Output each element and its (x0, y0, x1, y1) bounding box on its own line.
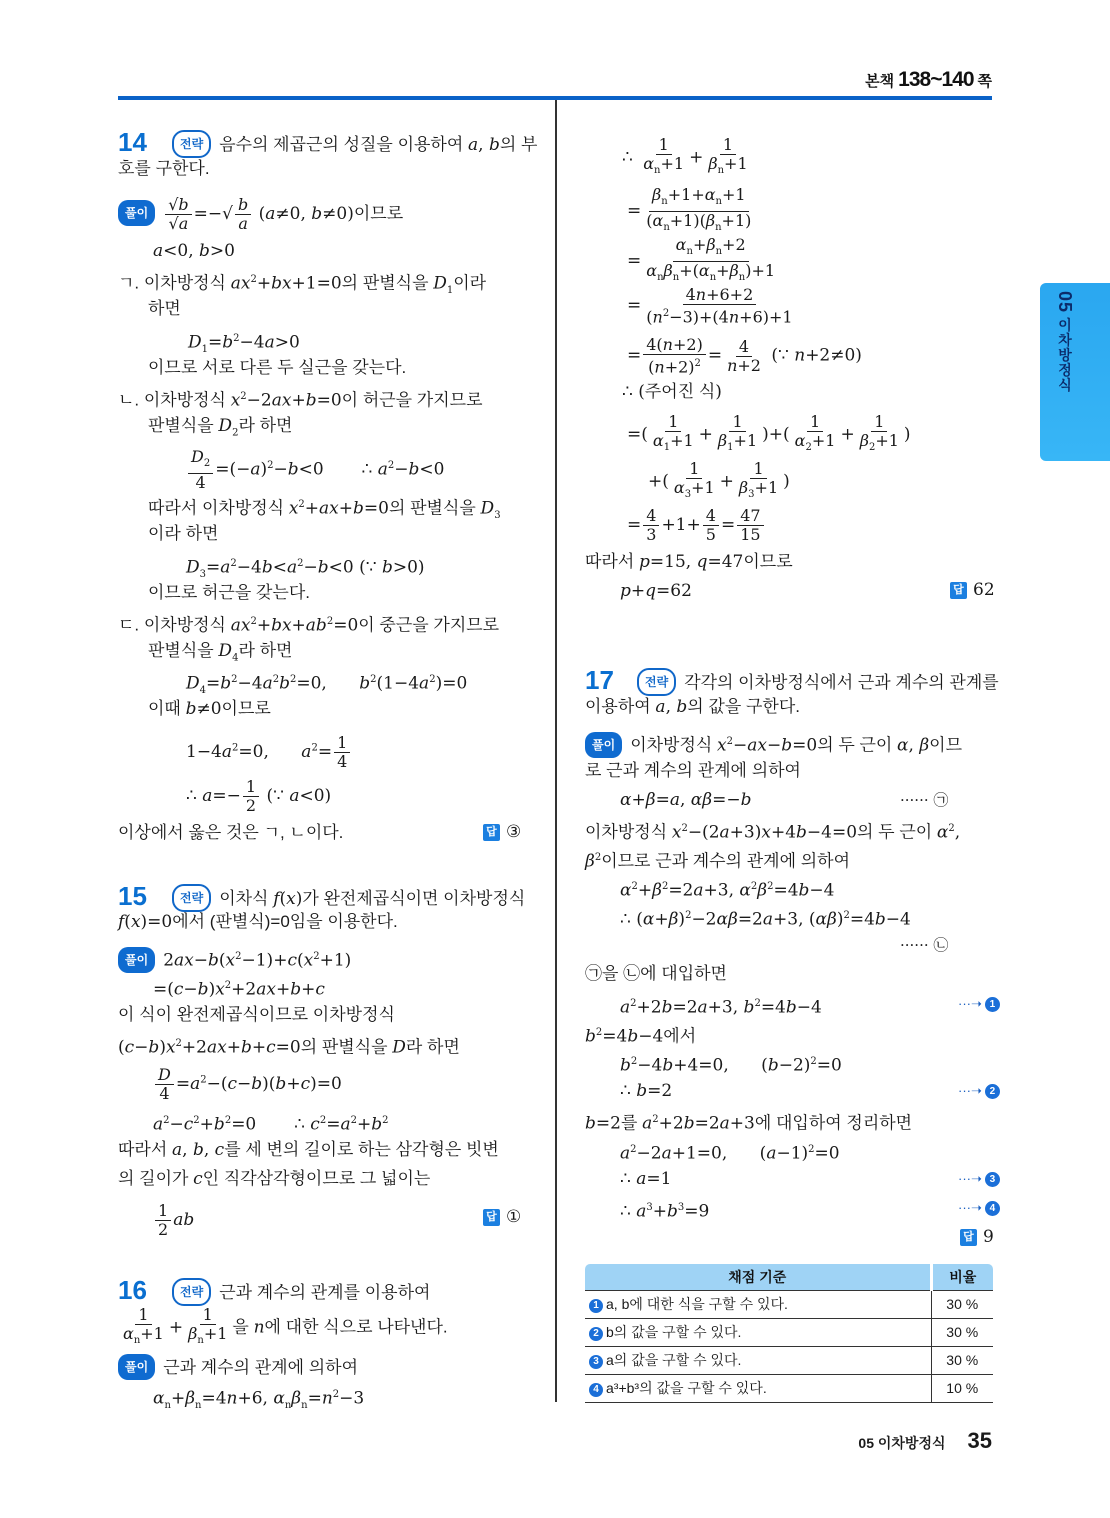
q17-strategy-line2: 이용하여 a, b의 값을 구한다. (585, 697, 800, 717)
criterion-text: a, b에 대한 식을 구할 수 있다. (606, 1296, 788, 1312)
q16-strategy-line1: 전략 근과 계수의 관계를 이용하여 (172, 1278, 430, 1306)
q16-step1: ∴ $\frac{1}{\alpha_n+1}$ + $\frac{1}{\beta_n+1}$ (622, 135, 748, 177)
question-number-17: 17 (585, 665, 614, 695)
answer-icon: 답 (483, 1209, 500, 1226)
q17-b-solve: $b^2-4b+4=0$, $(b-2)^2=0$ (620, 1055, 842, 1076)
q15-sol-line3: 이 식이 완전제곱식이므로 이차방정식 (118, 1005, 395, 1024)
q15-sol-line8: 의 길이가 c인 직각삼각형이므로 그 넓이는 (118, 1169, 431, 1189)
q17-a-solve: $a^2-2a+1=0$, $(a-1)^2=0$ (620, 1143, 840, 1164)
page-ref-range: 138~140 (898, 68, 974, 91)
strategy-badge: 전략 (172, 1278, 211, 1306)
column-divider (555, 100, 557, 1402)
q15-sol-line4: $(c-b)x^2+2ax+b+c=0$의 판별식을 D라 하면 (118, 1037, 460, 1058)
step-circle-icon: 3 (589, 1355, 603, 1369)
q15-area: $\frac{1}{2}$ ab (153, 1202, 194, 1239)
q16-vieta: $\alpha_n+\beta_n=4n+6$, $\alpha_n\beta_n=n^2-3$ (153, 1388, 365, 1412)
q14-d1: $D_1=b^2-4a>0$ (188, 332, 300, 356)
q14-d3-intro: 따라서 이차방정식 $x^2+ax+b=0$의 판별식을 $D_3$ (148, 498, 501, 522)
q14-item-n: ㄴ. 이차방정식 $x^2-2ax+b=0$이 허근을 가지므로 (118, 390, 483, 411)
q15-strategy-line2: f(x)=0에서 (판별식)=0임을 이용한다. (118, 912, 398, 932)
table-row (585, 1374, 993, 1402)
q16-step8: = $\frac{4}{3}$ +1+ $\frac{4}{5}$ = $\frac{47}{15}$ (627, 507, 766, 544)
q17-vieta2: $\alpha^2+\beta^2=2a+3$, $\alpha^2\beta^2=4b-4$ (620, 880, 835, 901)
page-footer (858, 1428, 992, 1454)
ratio-cell: 30 % (931, 1346, 993, 1374)
q14-a-value: ∴ a=− $\frac{1}{2}$ (∵ a<0) (186, 777, 332, 815)
question-number-14: 14 (118, 127, 147, 157)
q16-pq-sum: p+q=62 (620, 581, 692, 601)
answer-icon: 답 (483, 824, 500, 841)
table-row (585, 1346, 993, 1374)
q17-sol-line4: 이차방정식 $x^2-(2a+3)x+4b-4=0$의 두 근이 $\alpha^2$, (585, 822, 961, 843)
q15-strategy-line1: 전략 이차식 f(x)가 완전제곱식이면 이차방정식 (172, 884, 525, 912)
q14-item-n-cont: 판별식을 $D_2$라 하면 (148, 416, 293, 439)
page-ref-unit: 쪽 (977, 73, 992, 90)
solution-badge: 풀이 (118, 200, 155, 226)
q17-final: ∴ $a^3+b^3=9$ (620, 1201, 710, 1222)
q16-step4: = $\frac{4n+6+2}{(n^2-3)+(4n+6)+1}$ (627, 285, 793, 327)
q15-pythagoras: $a^2-c^2+b^2=0$ ∴ $c^2=a^2+b^2$ (153, 1114, 389, 1135)
strategy-badge: 전략 (172, 884, 211, 912)
q14-d3-intro-cont: 이라 하면 (148, 524, 219, 543)
q17-step1: $a^2+2b=2a+3$, $b^2=4b-4$ (620, 997, 822, 1018)
q17-strategy-line1: 전략 각각의 이차방정식에서 근과 계수의 관계를 (637, 668, 999, 696)
q14-sign-result: a<0, b>0 (153, 241, 235, 261)
q16-answer-value: 62 (973, 580, 995, 600)
q14-item-g-cont: 하면 (148, 299, 181, 318)
q17-answer (960, 1227, 994, 1247)
table-row (585, 1290, 993, 1318)
question-number-15: 15 (118, 881, 147, 911)
q15-discriminant: $\frac{D}{4}$ $=a^2-(c-b)(b+c)=0$ (153, 1066, 342, 1103)
chapter-tab-number: 05 (1055, 291, 1075, 314)
q17-answer-value: 9 (983, 1227, 994, 1247)
q16-given-expr: ∴ (주어진 식) (622, 382, 722, 402)
q15-sol-line7: 따라서 a, b, c를 세 변의 길이로 하는 삼각형은 빗변 (118, 1140, 499, 1160)
answer-icon: 답 (960, 1229, 977, 1246)
chapter-tab-title: 이차방정식 (1057, 317, 1073, 393)
q17-eq1-tag: ······ ㉠ (900, 791, 949, 809)
question-number-16: 16 (118, 1275, 147, 1305)
q16-step5: = $\frac{4(n+2)}{(n+2)^2}$ = $\frac{4}{n+2}$ (∵ n+2≠0) (627, 335, 862, 377)
ratio-cell: 10 % (931, 1374, 993, 1402)
q15-sol-line2: $=(c-b)x^2+2ax+b+c$ (153, 979, 325, 1000)
step-marker-2: ···➝ 2 (958, 1083, 1000, 1099)
q14-n-conclusion: 이므로 허근을 갖는다. (148, 583, 310, 602)
q17-vieta1: α+β=a, αβ=−b (620, 790, 752, 810)
page-ref-label: 본책 (865, 73, 895, 90)
solution-badge: 풀이 (585, 732, 622, 758)
chapter-side-tab[interactable] (1040, 283, 1110, 461)
q15-answer (483, 1207, 521, 1227)
page-number: 35 (967, 1428, 992, 1453)
step-marker-3: ···➝ 3 (958, 1171, 1000, 1187)
q14-a-squared: $1-4a^2=0$, $a^2=$ $\frac{1}{4}$ (186, 734, 352, 771)
q16-sol-line1: 풀이 근과 계수의 관계에 의하여 (118, 1354, 358, 1380)
q16-step7: +( $\frac{1}{\alpha_3+1}$ + $\frac{1}{\beta_3+1}$ ) (648, 459, 790, 501)
q17-eq2-tag: ······ ㉡ (900, 936, 949, 954)
q16-step2: = $\frac{\beta_n+1+\alpha_n+1}{(\alpha_n+1)(\beta_n+1)}$ (627, 185, 752, 234)
q17-a-value: ∴ a=1 (620, 1169, 672, 1189)
q17-sol-line1: 풀이 이차방정식 $x^2-ax-b=0$의 두 근이 α, β이므 (585, 731, 962, 758)
step-marker-1: ···➝ 1 (958, 996, 1000, 1012)
ratio-cell: 30 % (931, 1318, 993, 1346)
q14-item-d-cont: 판별식을 $D_4$라 하면 (148, 641, 293, 664)
criterion-text: a³+b³의 값을 구할 수 있다. (606, 1380, 767, 1396)
table-header-criterion: 채점 기준 (585, 1264, 931, 1290)
q17-b-eq: $b^2=4b-4$에서 (585, 1026, 697, 1047)
step-marker-4: ···➝ 4 (958, 1200, 1000, 1216)
step-circle-icon: 4 (589, 1383, 603, 1397)
q15-answer-value: ① (506, 1207, 522, 1227)
q17-substitute-b: b=2를 $a^2+2b=2a+3$에 대입하여 정리하면 (585, 1113, 913, 1134)
q15-sol-line1: 풀이 $2ax-b(x^2-1)+c(x^2+1)$ (118, 946, 351, 973)
scoring-criteria-table (585, 1264, 993, 1403)
footer-chapter: 05 이차방정식 (858, 1435, 946, 1451)
q17-b-value: ∴ b=2 (620, 1081, 673, 1101)
strategy-badge: 전략 (172, 130, 211, 158)
q14-d2: $\frac{D_2}{4}$ $=(-a)^2-b<0$ ∴ $a^2-b<0$ (186, 448, 444, 492)
q16-answer (950, 580, 995, 600)
step-circle-icon: 1 (589, 1299, 603, 1313)
q17-sol-line5: $\beta^2$이므로 근과 계수의 관계에 의하여 (585, 851, 851, 872)
q16-step6: =( $\frac{1}{\alpha_1+1}$ + $\frac{1}{\beta_1+1}$ )+( $\frac{1}{\alpha_2+1}$ + $\frac{1}{\beta_2+1}$ ) (627, 412, 911, 454)
q17-sol-line2: 로 근과 계수의 관계에 의하여 (585, 761, 801, 780)
q14-g-conclusion: 이므로 서로 다른 두 실근을 갖는다. (148, 358, 407, 377)
q14-d4: $D_4=b^2-4a^2b^2=0$, $b^2(1-4a^2)=0$ (186, 673, 468, 697)
criterion-text: b의 값을 구할 수 있다. (606, 1324, 742, 1340)
q16-pq-values: 따라서 p=15, q=47이므로 (585, 552, 793, 572)
answer-icon: 답 (950, 582, 967, 599)
q14-d3: $D_3=a^2-4b<a^2-b<0$ (∵ b>0) (186, 557, 425, 581)
ratio-cell: 30 % (931, 1290, 993, 1318)
q14-answer-value: ③ (506, 822, 522, 842)
q16-strategy-line2: $\frac{1}{\alpha_n+1}$ + $\frac{1}{\beta_n+1}$ 을 n에 대한 식으로 나타낸다. (123, 1305, 448, 1347)
q17-vieta2-rewrite: ∴ $(\alpha+\beta)^2-2\alpha\beta=2a+3$, $(\alpha\beta)^2=4b-4$ (620, 909, 911, 930)
q14-b-nonzero: 이때 b≠0이므로 (148, 699, 271, 719)
strategy-badge: 전략 (637, 668, 676, 696)
q14-answer (483, 822, 521, 842)
q14-strategy-line2: 호를 구한다. (118, 159, 210, 178)
criterion-text: a의 값을 구할 수 있다. (606, 1352, 742, 1368)
solution-badge: 풀이 (118, 1354, 155, 1380)
page-reference (865, 68, 992, 92)
table-row (585, 1318, 993, 1346)
q17-substitute: ㉠을 ㉡에 대입하면 (585, 964, 727, 983)
q16-step3: = $\frac{\alpha_n+\beta_n+2}{\alpha_n\beta_n+(\alpha_n+\beta_n)+1}$ (627, 235, 776, 284)
solution-badge: 풀이 (118, 947, 155, 973)
q14-item-d: ㄷ. 이차방정식 $ax^2+bx+ab^2=0$이 중근을 가지므로 (118, 615, 500, 636)
q14-strategy-line1: 전략 음수의 제곱근의 성질을 이용하여 a, b의 부 (172, 130, 537, 158)
q14-conclusion: 이상에서 옳은 것은 ㄱ, ㄴ이다. (118, 823, 344, 842)
table-header-ratio: 비율 (931, 1264, 993, 1290)
q14-sol-line1: 풀이 $\frac{√b}{√a}$ =−√ $\frac{b}{a}$ (a≠0, b≠0)이므로 (118, 196, 403, 233)
q14-item-g: ㄱ. 이차방정식 $ax^2+bx+1=0$의 판별식을 $D_1$이라 (118, 273, 487, 297)
step-circle-icon: 2 (589, 1327, 603, 1341)
